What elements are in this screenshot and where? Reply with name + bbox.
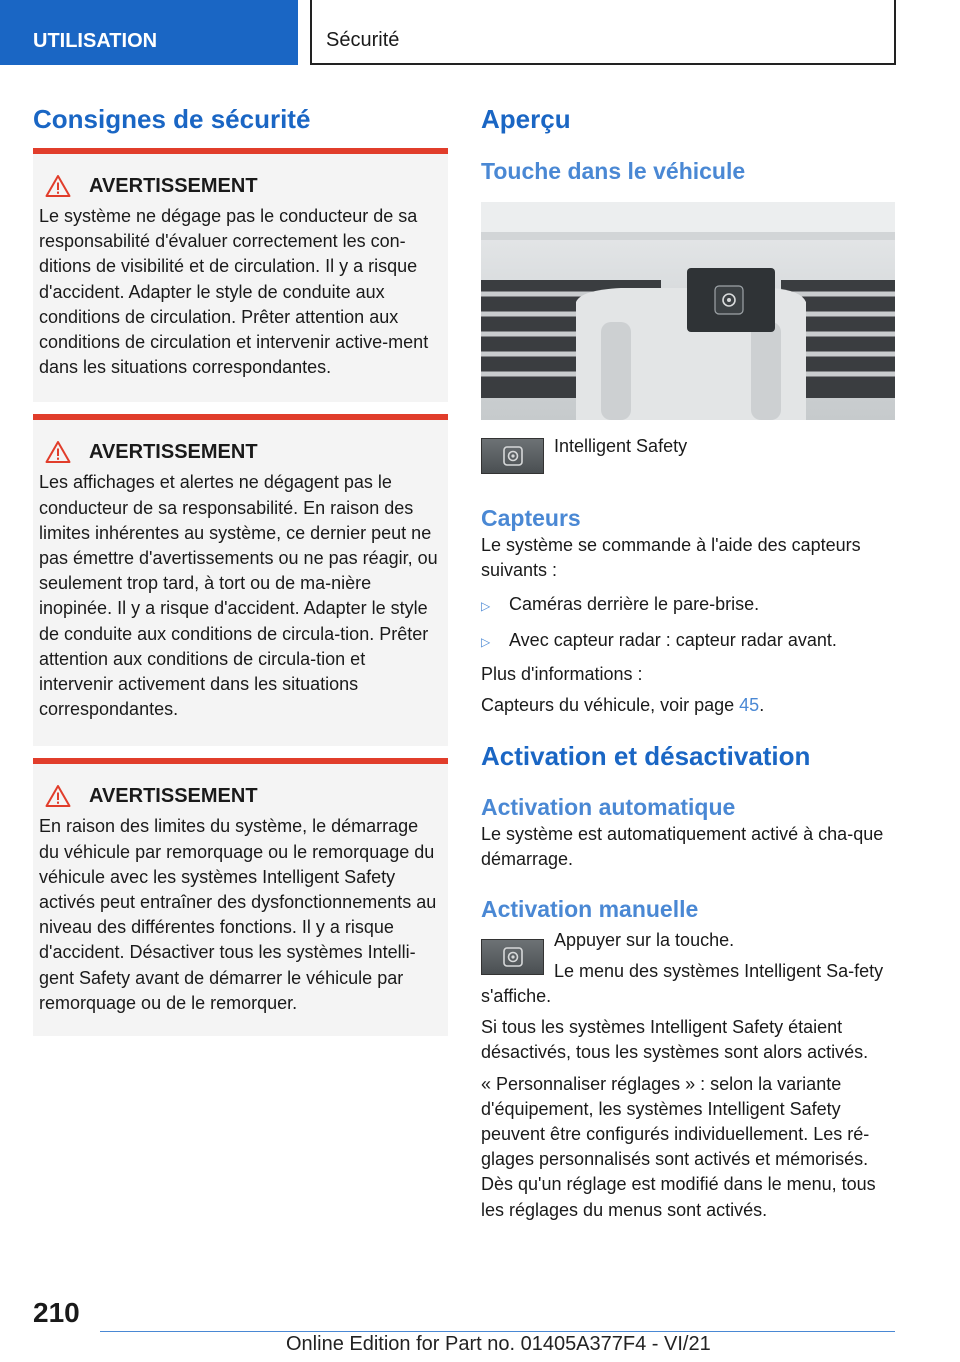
manual-menu-text: Le menu des systèmes Intelligent Sa-fety s'affiche. [481,960,884,1007]
manual-paragraph: « Personnaliser réglages » : selon la variante d'équipement, les systèmes Intelligent Safety peuvent être configurés individuellement. Les ré-glages personnalisés sont activés et mémorisés. Dès qu'un réglage est modifié dans le menu, tous les réglages du menus sont activés. [481,1073,876,1220]
dashboard-vents-illustration [481,202,895,420]
manual-paragraph: Si tous les systèmes Intelligent Safety étaient désactivés, tous les systèmes sont alors activés. [481,1017,869,1063]
footer-edition: Online Edition for Part no. 01405A377F4 - VI/21 [286,1333,711,1355]
overview-heading: Aperçu [481,104,571,134]
warning-triangle-icon [45,174,71,198]
key-label: Intelligent Safety [554,436,688,456]
auto-activation-text: Le système est automatiquement activé à cha-que démarrage. [481,824,884,870]
list-item-text: Caméras derrière le pare-brise. [509,594,760,615]
sensors-subheading: Capteurs [481,505,581,531]
key-row [481,438,895,474]
list-item [481,592,895,619]
warning-box [33,148,448,402]
list-item [481,628,895,655]
page-reference [481,693,895,718]
warning-text: Le système ne dégage pas le conducteur de sa responsabilité d'évaluer correctement les con-ditions de visibilité et de circulation. Il y a risque d'accident. Adapter le style de conduite aux conditions de circulation. Prêter attention aux conditions de circulation et intervenir active-ment dans les situations correspondantes. [39,206,429,378]
warning-label: AVERTISSEMENT [89,440,258,463]
warning-text: Les affichages et alertes ne dégagent pas le conducteur de sa responsabilité. En raison des limites inhérentes au système, ce dernier peut ne pas émettre d'avertissements ou ne pas réagir, ou seulement trop tard, à tort ou de ma-nière inopinée. Il y a risque d'accident. Adapter le style de conduite aux conditions de circula-tion. Prêter attention aux conditions de circula-tion et intervenir activement dans les situations correspondantes. [39,472,438,720]
manual-step-block [481,928,895,1010]
warning-box [33,758,448,1036]
intelligent-safety-icon [502,445,524,467]
footer-divider [100,1331,895,1332]
activation-heading: Activation et désactivation [481,741,811,772]
safety-heading: Consignes de sécurité [33,104,311,134]
vehicle-button-photo [481,202,895,420]
page-link[interactable]: 45 [739,695,760,716]
manual-activation-subheading: Activation manuelle [481,895,699,922]
warning-header [39,171,440,201]
warning-text: En raison des limites du système, le démarrage du véhicule par remorquage ou le remorquage du véhicule avec les systèmes Intelligent Safety activés peut entraîner des dysfonctionnements au niveau des différentes fonctions. Il y a risque d'accident. Désactiver tous les systèmes Intelli-gent Safety avant de démarrer le véhicule par remorquage ou de le remorquer. [39,816,437,1013]
header-title: Sécurité [310,0,896,65]
manual-step-text: Appuyer sur la touche. [554,929,735,950]
reference-text: Capteurs du véhicule, voir page [481,695,740,716]
warning-label: AVERTISSEMENT [89,174,258,197]
page-number: 210 [33,1297,80,1328]
triangle-bullet-icon: ▷ [481,634,491,649]
warning-header [39,437,440,467]
intelligent-safety-button[interactable] [481,939,544,975]
warning-label: AVERTISSEMENT [89,784,258,807]
header-section-label: UTILISATION [0,0,298,65]
auto-activation-subheading: Activation automatique [481,794,736,821]
warning-triangle-icon [45,784,71,808]
warning-triangle-icon [45,440,71,464]
left-column [33,102,448,1036]
triangle-bullet-icon: ▷ [481,599,491,614]
more-info-label: Plus d'informations : [481,663,643,684]
intelligent-safety-icon [502,946,524,968]
sensors-intro: Le système se commande à l'aide des capteurs suivants : [481,535,861,581]
intelligent-safety-button[interactable] [481,438,544,474]
list-item-text: Avec capteur radar : capteur radar avant. [509,629,837,650]
warning-box [33,414,448,746]
warning-header [39,781,440,811]
reference-end: . [759,695,765,716]
right-column [481,102,895,1223]
button-subheading: Touche dans le véhicule [481,158,746,184]
